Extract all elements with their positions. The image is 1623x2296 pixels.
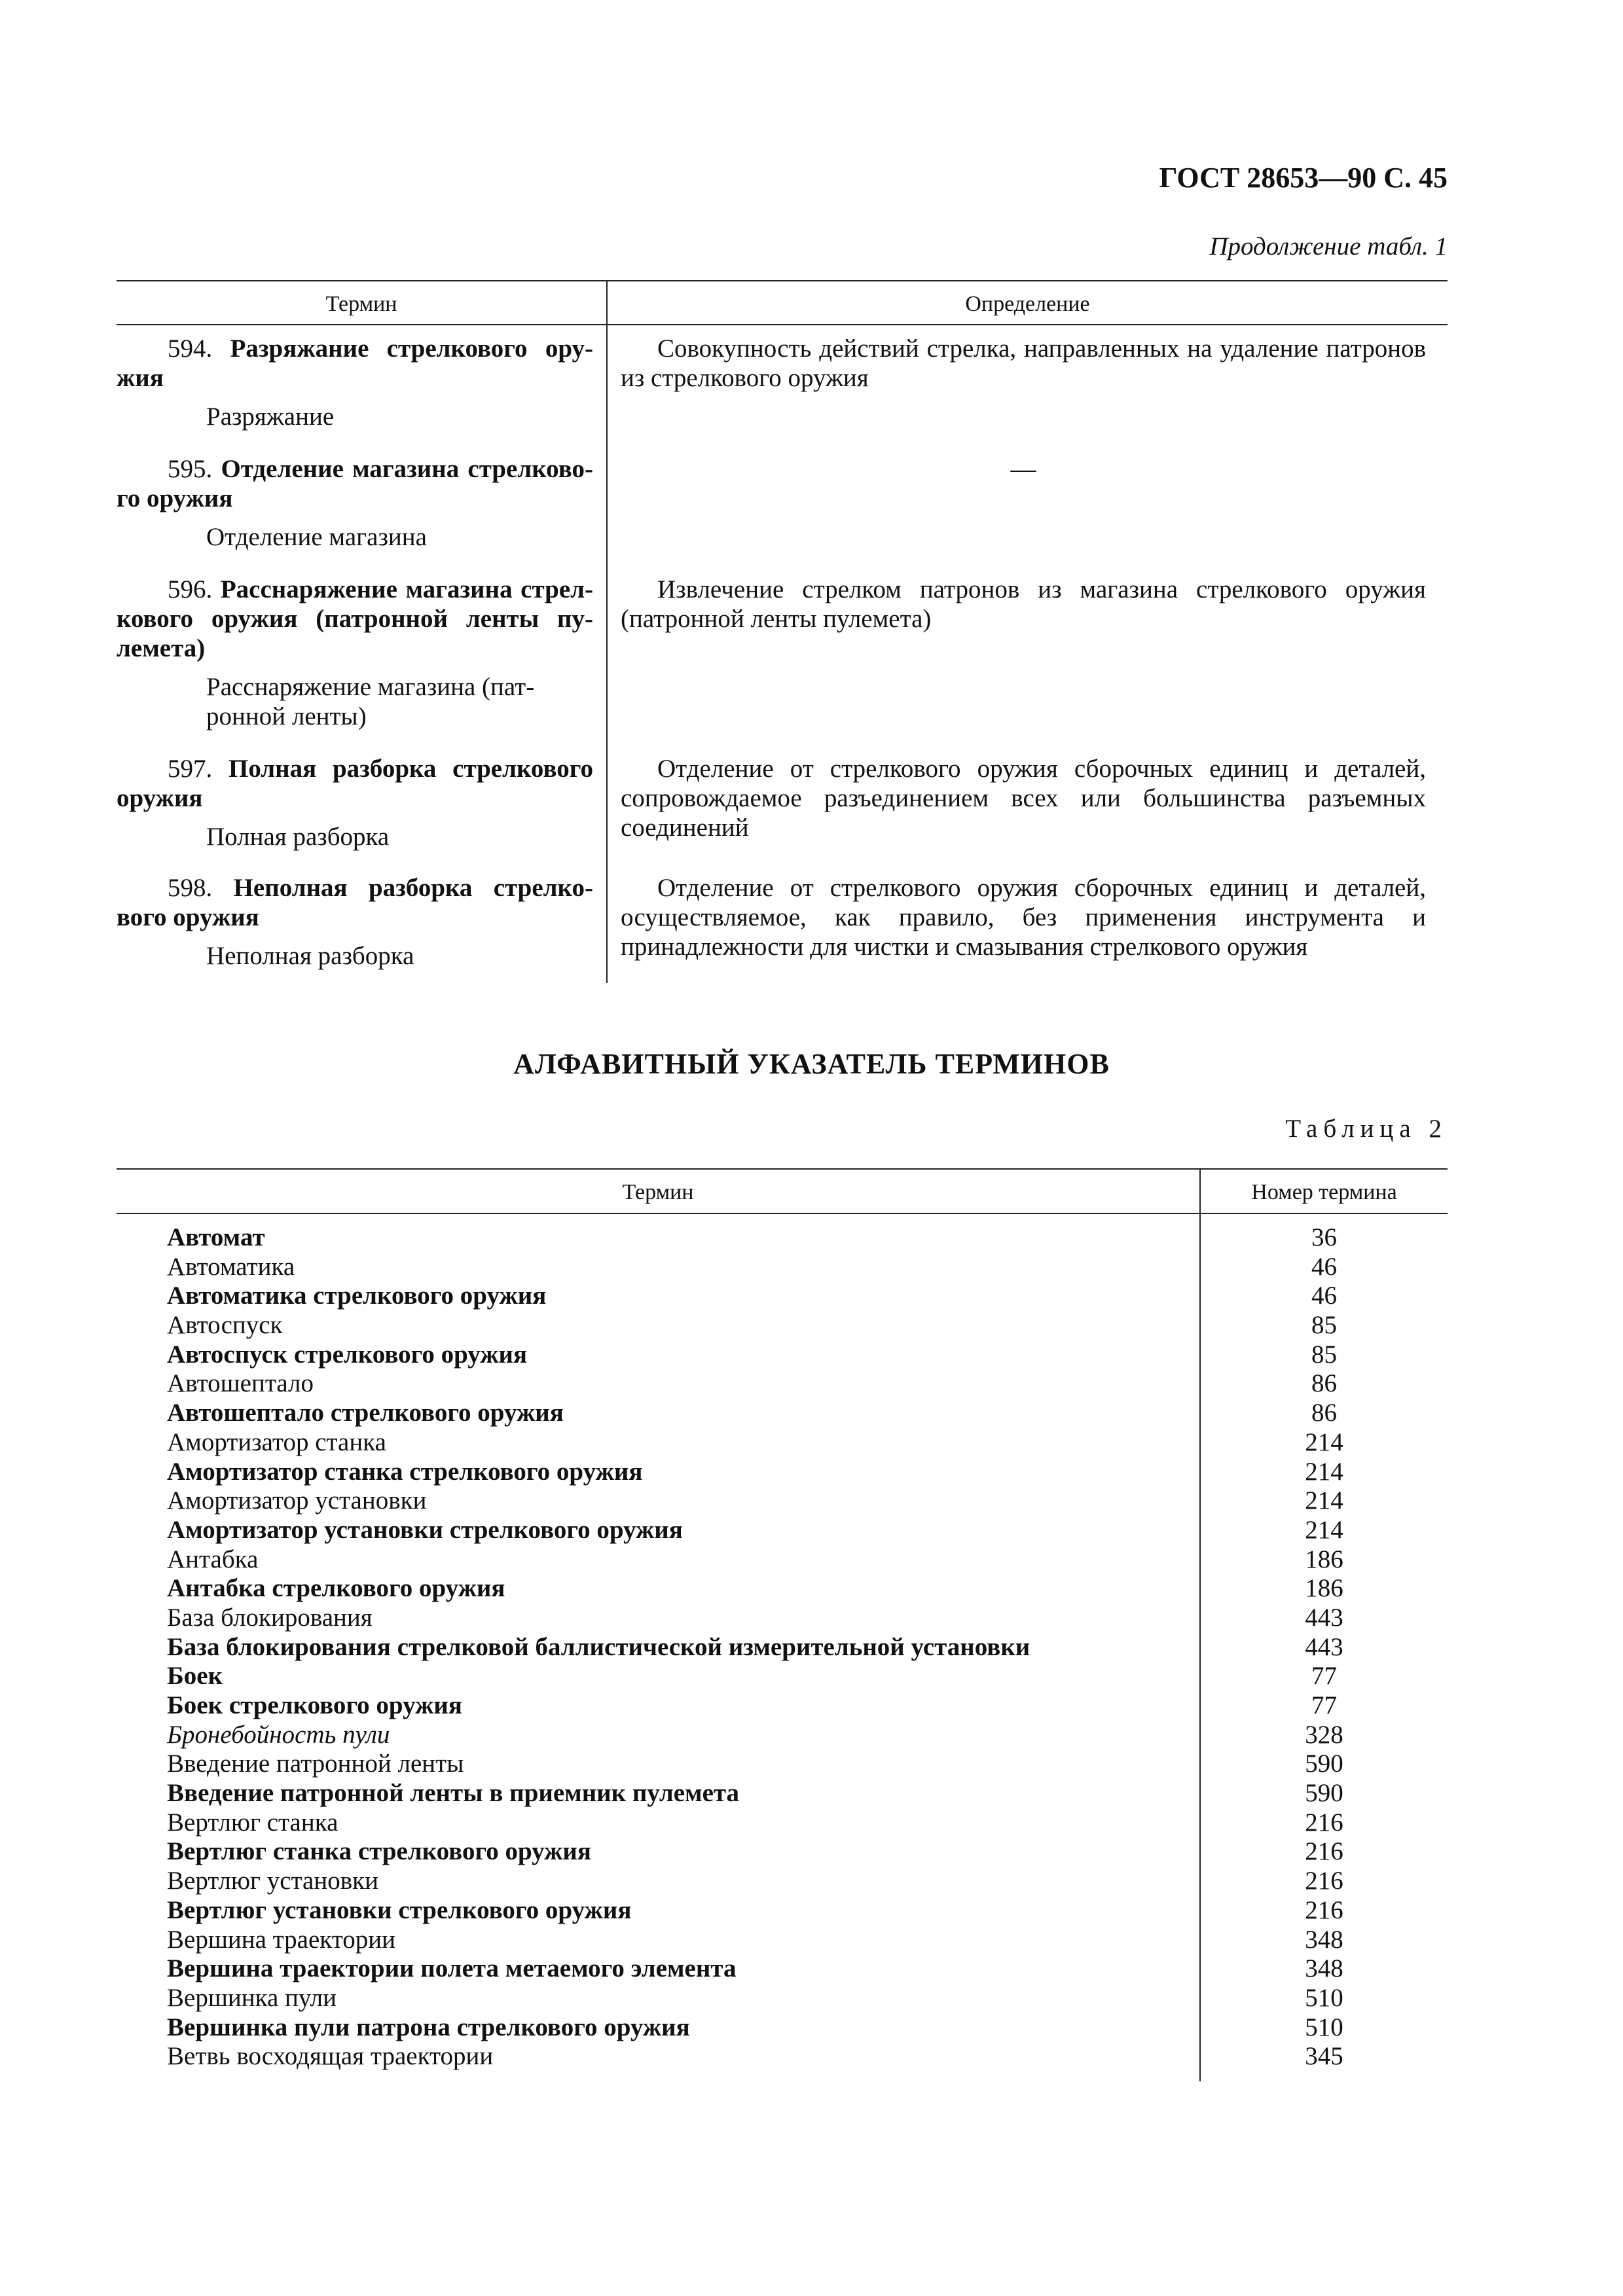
index-row [117, 1516, 1448, 1545]
index-row [117, 1399, 1448, 1428]
term-number: 596. [168, 575, 213, 603]
index-term-number: 186 [1305, 1574, 1343, 1603]
column-header-number: Номер термина [1251, 1180, 1397, 1204]
term-entry-598 [117, 873, 593, 971]
index-term-number: 328 [1305, 1720, 1343, 1749]
page-header: ГОСТ 28653—90 С. 45 [1159, 162, 1448, 194]
term-short-form: Отделение магазина [206, 523, 427, 551]
term-short-form: Расснаряжение магазина (пат-ронной ленты) [206, 673, 535, 730]
index-term: Вертлюг установки [167, 1867, 378, 1895]
index-row [117, 1808, 1448, 1838]
index-term-number: 214 [1305, 1457, 1343, 1486]
term-short-form: Разряжание [206, 403, 335, 431]
index-row [117, 2042, 1448, 2072]
index-table [117, 1168, 1448, 2081]
index-term-number: 186 [1305, 1545, 1343, 1573]
index-term-number: 86 [1311, 1399, 1337, 1427]
index-row [117, 1253, 1448, 1282]
index-row [117, 1837, 1448, 1867]
index-term: Амортизатор установки стрелкового оружия [167, 1515, 683, 1544]
index-term-number: 85 [1311, 1311, 1337, 1340]
index-term-number: 214 [1305, 1486, 1343, 1515]
index-term: Амортизатор станка стрелкового оружия [167, 1457, 643, 1486]
index-term-number: 348 [1305, 1954, 1343, 1983]
term-title: Разряжание стрелкового ору-жия [117, 334, 593, 392]
index-term-number: 443 [1305, 1603, 1343, 1632]
index-term-number: 345 [1305, 2042, 1343, 2071]
index-rows [117, 1223, 1448, 2072]
term-number: 595. [168, 455, 213, 483]
index-row [117, 1369, 1448, 1399]
definition-596: Извлечение стрелком патронов из магазина стрелкового оружия (патронной ленты пулемета) [621, 575, 1426, 633]
index-term: База блокирования стрелковой баллистической измерительной установки [167, 1632, 1030, 1661]
index-row [117, 1662, 1448, 1691]
index-term: Бронебойность пули [167, 1720, 390, 1749]
term-title: Неполная разборка стрелко-вого оружия [117, 874, 593, 931]
index-row [117, 1779, 1448, 1808]
index-term: Введение патронной ленты [167, 1749, 464, 1778]
term-short-form: Полная разборка [206, 823, 390, 851]
term-entry-595 [117, 454, 593, 552]
index-row [117, 1311, 1448, 1340]
index-term-number: 77 [1311, 1691, 1337, 1719]
index-term: Автомат [167, 1223, 265, 1251]
term-title: Расснаряжение магазина стрел-кового оружия (патронной ленты пу-лемета) [117, 575, 593, 662]
table-continuation-note: Продолжение табл. 1 [1209, 232, 1448, 260]
index-row [117, 2013, 1448, 2043]
index-term-number: 86 [1311, 1369, 1337, 1398]
index-term-number: 510 [1305, 2013, 1343, 2041]
table-top-rule [117, 1168, 1448, 1170]
index-row [117, 1691, 1448, 1721]
table-header-rule [117, 324, 1448, 325]
definition-595: — [1010, 455, 1036, 483]
index-row [117, 1340, 1448, 1370]
index-row [117, 1954, 1448, 1984]
index-term: Автоматика стрелкового оружия [167, 1282, 547, 1310]
index-term-number: 590 [1305, 1779, 1343, 1808]
definition-598: Отделение от стрелкового оружия сборочных единиц и деталей, осуществляемое, как правило, без применения инструмента и принадлежности для чистки и смазывания стрелкового оружия [621, 874, 1426, 961]
index-term-number: 77 [1311, 1662, 1337, 1691]
index-term: Боек [167, 1662, 223, 1691]
index-term-number: 443 [1305, 1632, 1343, 1661]
index-term: База блокирования [167, 1603, 373, 1632]
index-term-number: 216 [1305, 1895, 1343, 1924]
index-term: Автошептало [167, 1369, 314, 1398]
index-row [117, 1867, 1448, 1896]
index-row [117, 1282, 1448, 1311]
term-title: Полная разборка стрелкового оружия [117, 755, 593, 812]
index-row [117, 1486, 1448, 1516]
index-term-number: 46 [1311, 1282, 1337, 1310]
index-term-number: 216 [1305, 1837, 1343, 1866]
table-top-rule [117, 280, 1448, 281]
index-term: Вертлюг станка стрелкового оружия [167, 1837, 591, 1866]
index-term: Автошептало стрелкового оружия [167, 1399, 564, 1427]
term-number: 598. [168, 874, 213, 902]
index-row [117, 1984, 1448, 2013]
index-term: Введение патронной ленты в приемник пулемета [167, 1779, 740, 1808]
index-term: Вершинка пули [167, 1983, 337, 2012]
index-term: Автоспуск [167, 1311, 283, 1340]
index-term: Вертлюг установки стрелкового оружия [167, 1895, 632, 1924]
index-row [117, 1458, 1448, 1487]
index-row [117, 1926, 1448, 1955]
index-term: Вершина траектории полета метаемого элемента [167, 1954, 737, 1983]
index-term-number: 510 [1305, 1983, 1343, 2012]
column-header-definition: Определение [965, 292, 1090, 316]
index-term: Вершинка пули патрона стрелкового оружия [167, 2013, 690, 2041]
index-term: Амортизатор установки [167, 1486, 427, 1515]
index-term: Автоматика [167, 1252, 295, 1281]
index-row [117, 1574, 1448, 1604]
definitions-table [117, 280, 1448, 983]
column-header-term: Термин [622, 1180, 694, 1204]
index-term: Амортизатор станка [167, 1427, 386, 1456]
term-number: 597. [168, 755, 213, 783]
index-title: АЛФАВИТНЫЙ УКАЗАТЕЛЬ ТЕРМИНОВ [513, 1048, 1110, 1080]
term-number: 594. [168, 334, 213, 363]
term-entry-594 [117, 334, 593, 431]
definition-594: Совокупность действий стрелка, направленных на удаление патронов из стрелкового оружия [621, 334, 1426, 392]
term-entry-597 [117, 754, 593, 852]
index-row [117, 1604, 1448, 1633]
index-term: Антабка стрелкового оружия [167, 1574, 505, 1603]
table-column-divider [606, 280, 608, 983]
term-short-form: Неполная разборка [206, 942, 414, 970]
term-title: Отделение магазина стрелково-го оружия [117, 455, 593, 512]
index-term-number: 46 [1311, 1252, 1337, 1281]
index-term: Боек стрелкового оружия [167, 1691, 462, 1719]
index-term: Вертлюг станка [167, 1808, 338, 1837]
index-row [117, 1896, 1448, 1926]
index-term: Ветвь восходящая траектории [167, 2042, 494, 2071]
index-term-number: 36 [1311, 1223, 1337, 1251]
index-term-number: 216 [1305, 1867, 1343, 1895]
index-term-number: 214 [1305, 1515, 1343, 1544]
index-term-number: 216 [1305, 1808, 1343, 1837]
index-row [117, 1428, 1448, 1458]
index-term-number: 214 [1305, 1427, 1343, 1456]
index-term: Антабка [167, 1545, 259, 1573]
definition-597: Отделение от стрелкового оружия сборочных единиц и деталей, сопровождаемое разъединением всех или большинства разъемных соединений [621, 755, 1426, 842]
table-2-label: Таблица 2 [1285, 1115, 1448, 1143]
index-term-number: 85 [1311, 1340, 1337, 1369]
index-term: Автоспуск стрелкового оружия [167, 1340, 528, 1369]
index-row [117, 1721, 1448, 1750]
column-header-term: Термин [325, 292, 397, 316]
index-term-number: 348 [1305, 1925, 1343, 1954]
table-header-rule [117, 1213, 1448, 1214]
index-term-number: 590 [1305, 1749, 1343, 1778]
index-term: Вершина траектории [167, 1925, 396, 1954]
term-entry-596 [117, 575, 593, 731]
index-row [117, 1749, 1448, 1779]
index-row [117, 1633, 1448, 1662]
index-row [117, 1223, 1448, 1253]
index-row [117, 1545, 1448, 1575]
